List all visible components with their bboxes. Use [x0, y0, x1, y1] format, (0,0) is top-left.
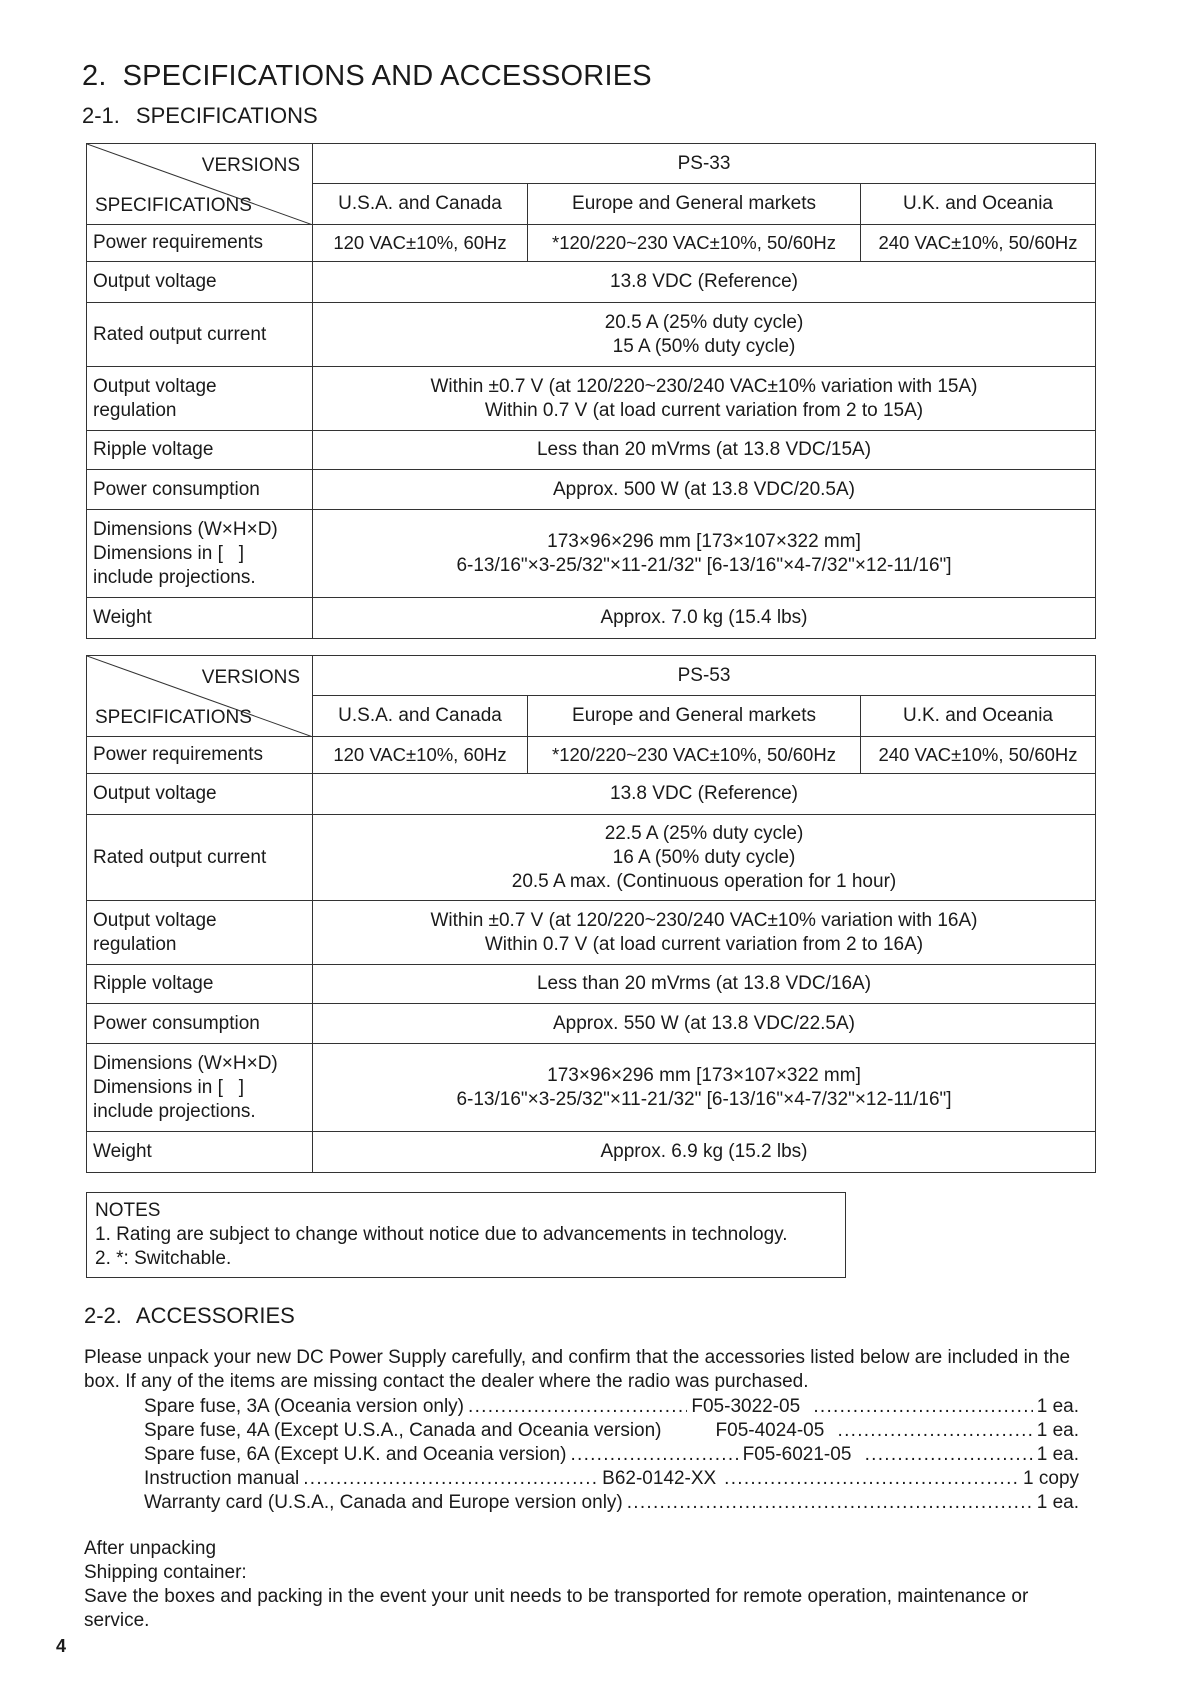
- list-item: [144, 1396, 1079, 1420]
- weight-value: Approx. 7.0 kg (15.4 lbs): [313, 598, 1096, 639]
- version-usa: U.S.A. and Canada: [313, 696, 528, 737]
- part-number: B62-0142-XX: [602, 1468, 717, 1489]
- after-line: After unpacking: [84, 1538, 217, 1559]
- version-europe: Europe and General markets: [528, 184, 861, 225]
- part-number: F05-6021-05: [742, 1444, 852, 1465]
- corner-header: [87, 656, 313, 737]
- regulation-label-line: Output voltage: [93, 909, 217, 931]
- dimensions-label-line: Dimensions (W×H×D): [93, 1052, 278, 1074]
- version-europe: Europe and General markets: [528, 696, 861, 737]
- version-uk: U.K. and Oceania: [861, 184, 1096, 225]
- leader-dots: [303, 1468, 598, 1490]
- accessories-list: [144, 1396, 1079, 1516]
- leader-dots: [865, 1444, 1033, 1466]
- accessory-description: Instruction manual: [144, 1468, 300, 1489]
- dimensions-label-line: Dimensions in [ ]: [93, 542, 244, 564]
- quantity: 1 ea.: [1036, 1420, 1079, 1441]
- ripple-voltage-label: Ripple voltage: [87, 965, 313, 1004]
- rated-line: 20.5 A max. (Continuous operation for 1 hour): [511, 870, 897, 892]
- list-item: [144, 1492, 1079, 1516]
- power-uk: 240 VAC±10%, 50/60Hz: [861, 737, 1096, 774]
- corner-header: [87, 144, 313, 225]
- rated-line: 22.5 A (25% duty cycle): [604, 822, 804, 844]
- power-requirements-label: Power requirements: [87, 737, 313, 774]
- accessory-description: Spare fuse, 6A (Except U.K. and Oceania version): [144, 1444, 567, 1465]
- leader-dots: [724, 1468, 1019, 1490]
- dimensions-line: 173×96×296 mm [173×107×322 mm]: [547, 530, 861, 552]
- leader-dots: [570, 1444, 738, 1466]
- subsection-number: 2-2.: [84, 1303, 122, 1328]
- part-number: F05-3022-05: [691, 1396, 801, 1417]
- dimensions-label: [87, 1044, 313, 1132]
- power-europe: *120/220~230 VAC±10%, 50/60Hz: [528, 225, 861, 262]
- model-name: PS-53: [313, 656, 1096, 696]
- regulation-line: Within ±0.7 V (at 120/220~230/240 VAC±10% variation with 15A): [430, 375, 978, 397]
- power-requirements-label: Power requirements: [87, 225, 313, 262]
- page-number: 4: [56, 1636, 67, 1656]
- ripple-voltage-value: Less than 20 mVrms (at 13.8 VDC/16A): [313, 965, 1096, 1004]
- specifications-label: SPECIFICATIONS: [95, 195, 252, 216]
- rated-output-current-label: Rated output current: [87, 303, 313, 367]
- regulation-line: Within 0.7 V (at load current variation from 2 to 16A): [484, 933, 924, 955]
- subsection-title: ACCESSORIES: [135, 1303, 295, 1328]
- notes-title: NOTES: [95, 1200, 161, 1221]
- regulation-label-line: Output voltage: [93, 375, 217, 397]
- output-voltage-value: 13.8 VDC (Reference): [313, 774, 1096, 815]
- rated-line: 20.5 A (25% duty cycle): [604, 311, 804, 333]
- versions-label: VERSIONS: [201, 667, 300, 688]
- dimensions-value: [313, 1044, 1096, 1132]
- dimensions-label-line: include projections.: [93, 1100, 256, 1122]
- specifications-heading: [82, 103, 318, 129]
- quantity: 1 ea.: [1036, 1444, 1079, 1465]
- power-consumption-label: Power consumption: [87, 470, 313, 510]
- specifications-label: SPECIFICATIONS: [95, 707, 252, 728]
- versions-label: VERSIONS: [201, 155, 300, 176]
- version-usa: U.S.A. and Canada: [313, 184, 528, 225]
- dimensions-label-line: include projections.: [93, 566, 256, 588]
- note-item: 1. Rating are subject to change without notice due to advancements in technology.: [95, 1224, 788, 1245]
- model-name: PS-33: [313, 144, 1096, 184]
- dimensions-label-line: Dimensions in [ ]: [93, 1076, 244, 1098]
- regulation-value: [313, 367, 1096, 431]
- regulation-line: Within 0.7 V (at load current variation from 2 to 15A): [484, 399, 924, 421]
- output-voltage-label: Output voltage: [87, 774, 313, 815]
- accessories-heading: [84, 1303, 295, 1329]
- weight-label: Weight: [87, 598, 313, 639]
- regulation-label-line: regulation: [93, 933, 177, 955]
- accessory-description: Warranty card (U.S.A., Canada and Europe version only): [144, 1492, 623, 1513]
- accessory-description: Spare fuse, 4A (Except U.S.A., Canada and Oceania version): [144, 1420, 662, 1441]
- part-number: F05-4024-05: [715, 1420, 825, 1441]
- subsection-title: SPECIFICATIONS: [135, 103, 318, 128]
- ps33-spec-table: [86, 143, 1096, 639]
- dimensions-line: 173×96×296 mm [173×107×322 mm]: [547, 1064, 861, 1086]
- power-usa: 120 VAC±10%, 60Hz: [313, 737, 528, 774]
- regulation-label-line: regulation: [93, 399, 177, 421]
- note-item: 2. *: Switchable.: [95, 1248, 232, 1269]
- power-uk: 240 VAC±10%, 50/60Hz: [861, 225, 1096, 262]
- section-heading: [82, 60, 652, 93]
- ripple-voltage-value: Less than 20 mVrms (at 13.8 VDC/15A): [313, 431, 1096, 470]
- quantity: 1 ea.: [1036, 1492, 1079, 1513]
- ps53-spec-table: [86, 655, 1096, 1173]
- dimensions-line: 6-13/16"×3-25/32"×11-21/32" [6-13/16"×4-7/32"×12-11/16"]: [456, 1088, 952, 1110]
- list-item: [144, 1468, 1079, 1492]
- leader-dots: [468, 1396, 687, 1418]
- output-voltage-label: Output voltage: [87, 262, 313, 303]
- notes-box: [86, 1192, 846, 1278]
- regulation-label: [87, 367, 313, 431]
- rated-line: 15 A (50% duty cycle): [612, 335, 796, 357]
- list-item: [144, 1420, 1079, 1444]
- leader-dots: [838, 1420, 1033, 1442]
- rated-output-current-label: Rated output current: [87, 815, 313, 901]
- accessories-intro: Please unpack your new DC Power Supply carefully, and confirm that the accessories listed below are included in the box. If any of the items are missing contact the dealer where the radio was purchased.: [84, 1347, 1071, 1392]
- dimensions-value: [313, 510, 1096, 598]
- output-voltage-value: 13.8 VDC (Reference): [313, 262, 1096, 303]
- dimensions-label-line: Dimensions (W×H×D): [93, 518, 278, 540]
- rated-output-current-value: [313, 815, 1096, 901]
- leader-dots: [627, 1492, 1033, 1514]
- quantity: 1 copy: [1023, 1468, 1080, 1489]
- subsection-number: 2-1.: [82, 103, 120, 128]
- regulation-label: [87, 901, 313, 965]
- rated-output-current-value: [313, 303, 1096, 367]
- power-consumption-value: Approx. 550 W (at 13.8 VDC/22.5A): [313, 1004, 1096, 1044]
- weight-value: Approx. 6.9 kg (15.2 lbs): [313, 1132, 1096, 1173]
- power-consumption-value: Approx. 500 W (at 13.8 VDC/20.5A): [313, 470, 1096, 510]
- rated-line: 16 A (50% duty cycle): [612, 846, 796, 868]
- power-europe: *120/220~230 VAC±10%, 50/60Hz: [528, 737, 861, 774]
- dimensions-line: 6-13/16"×3-25/32"×11-21/32" [6-13/16"×4-7/32"×12-11/16"]: [456, 554, 952, 576]
- weight-label: Weight: [87, 1132, 313, 1173]
- accessory-description: Spare fuse, 3A (Oceania version only): [144, 1396, 465, 1417]
- power-usa: 120 VAC±10%, 60Hz: [313, 225, 528, 262]
- section-number: 2.: [82, 60, 107, 92]
- after-line: Shipping container:: [84, 1562, 247, 1583]
- quantity: 1 ea.: [1036, 1396, 1079, 1417]
- power-consumption-label: Power consumption: [87, 1004, 313, 1044]
- section-title: SPECIFICATIONS AND ACCESSORIES: [122, 60, 652, 92]
- regulation-value: [313, 901, 1096, 965]
- version-uk: U.K. and Oceania: [861, 696, 1096, 737]
- leader-dots: [813, 1396, 1032, 1418]
- ripple-voltage-label: Ripple voltage: [87, 431, 313, 470]
- list-item: [144, 1444, 1079, 1468]
- after-unpacking: [84, 1537, 1094, 1633]
- after-line: Save the boxes and packing in the event your unit needs to be transported for remote operation, maintenance or service.: [84, 1586, 1029, 1631]
- regulation-line: Within ±0.7 V (at 120/220~230/240 VAC±10% variation with 16A): [430, 909, 978, 931]
- dimensions-label: [87, 510, 313, 598]
